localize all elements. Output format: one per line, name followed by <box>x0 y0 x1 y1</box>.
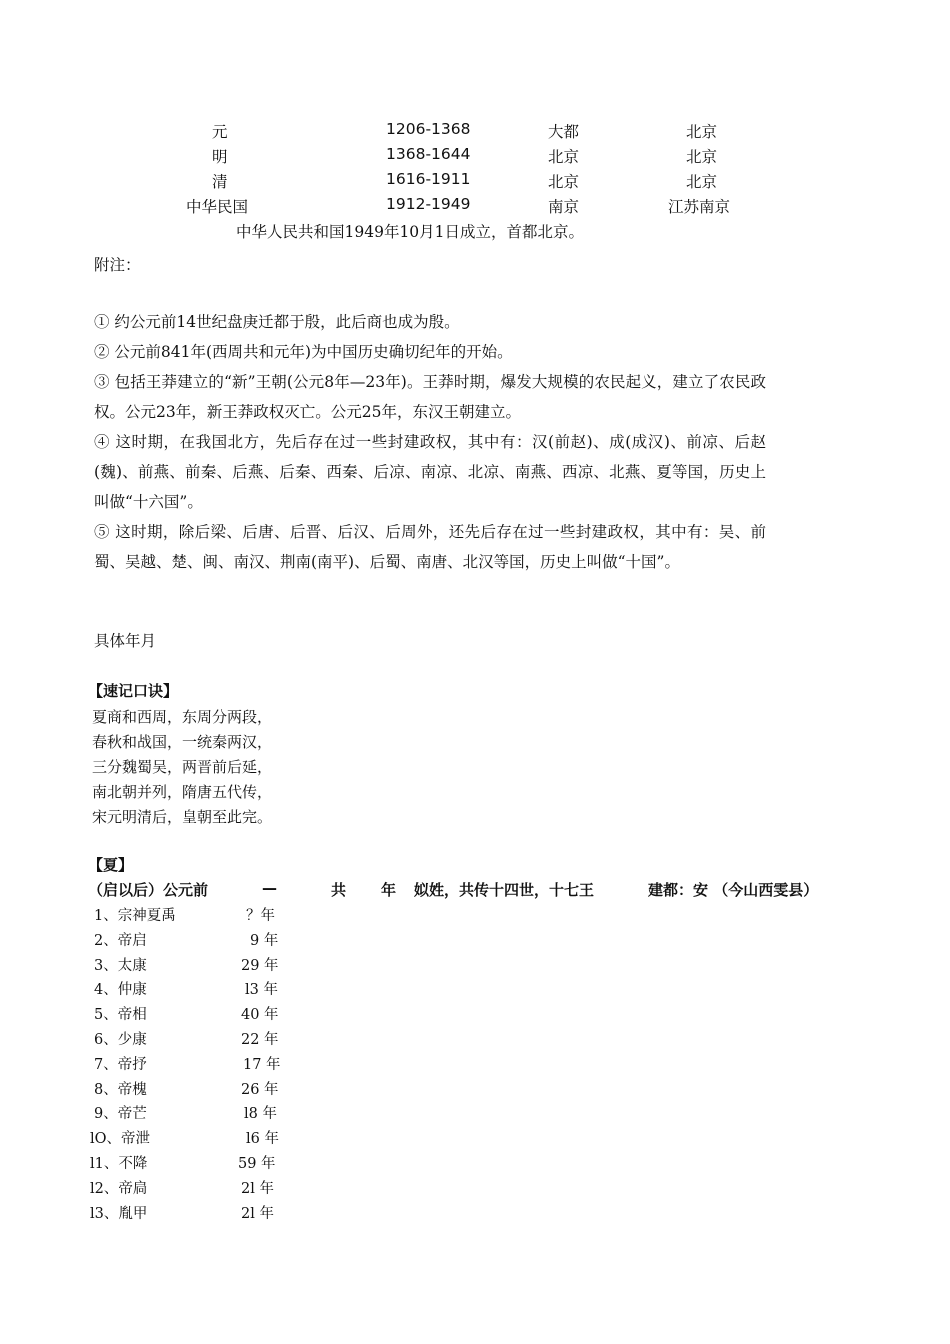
dynasty-modern-city: 江苏南京 <box>668 198 731 216</box>
king-reign: l6 年 <box>246 1131 279 1147</box>
dynasty-modern-city: 北京 <box>686 148 718 166</box>
dynasty-years: 1368-1644 <box>386 145 471 163</box>
dynasty-name: 中华民国 <box>186 198 249 216</box>
king-reign: l3 年 <box>245 982 278 998</box>
king-name: l1、不降 <box>90 1156 148 1172</box>
king-reign: 29 年 <box>241 958 279 974</box>
king-reign: 26 年 <box>241 1082 279 1098</box>
mnemonic-line: 南北朝并列，隋唐五代传， <box>92 783 273 801</box>
mnemonic-line: 宋元明清后，皇朝至此完。 <box>92 808 273 826</box>
mnemonic-line: 春秋和战国，一统秦两汉， <box>92 733 273 751</box>
dynasty-name: 明 <box>212 148 228 166</box>
king-reign: 22 年 <box>241 1032 279 1048</box>
king-reign: 2l 年 <box>241 1206 274 1222</box>
king-name: 9、帝芒 <box>94 1106 147 1122</box>
king-name: l2、帝扃 <box>90 1181 148 1197</box>
mnemonic-line: 三分魏蜀吴，两晋前后延， <box>92 758 273 776</box>
note-item: ⑤ 这时期，除后梁、后唐、后晋、后汉、后周外，还先后存在过一些封建政权，其中有：吴、前蜀、吴越、楚、闽、南汉、荆南(南平)、后蜀、南唐、北汉等国，历史上叫做“十国”。 <box>94 523 766 571</box>
xia-header-total: 共 <box>331 881 347 899</box>
dynasty-name: 清 <box>212 173 228 191</box>
king-name: 5、帝相 <box>94 1007 147 1023</box>
dynasty-capital: 大都 <box>548 123 580 141</box>
king-name: 4、仲康 <box>94 982 147 998</box>
note-item: ① 约公元前14世纪盘庚迁都于殷，此后商也成为殷。 <box>94 313 460 331</box>
king-name: 8、帝槐 <box>94 1082 147 1098</box>
king-name: 1、宗神夏禹 <box>94 908 176 924</box>
king-name: 3、太康 <box>94 958 147 974</box>
dynasty-capital: 北京 <box>548 148 580 166</box>
note-item: ④ 这时期，在我国北方，先后存在过一些封建政权，其中有：汉(前赵)、成(成汉)、前凉、后赵(魏)、前燕、前秦、后燕、后秦、西秦、后凉、南凉、北凉、南燕、西凉、北燕、夏等国，历史上叫做“十六国”。 <box>94 433 766 511</box>
dynasty-modern-city: 北京 <box>686 123 718 141</box>
king-reign: 40 年 <box>241 1007 279 1023</box>
king-name: 6、少康 <box>94 1032 147 1048</box>
mnemonic-line: 夏商和西周，东周分两段， <box>92 708 273 726</box>
king-reign: ？年 <box>246 908 275 924</box>
dynasty-years: 1206-1368 <box>386 120 471 138</box>
dynasty-years: 1912-1949 <box>386 195 471 213</box>
mnemonic-title: 【速记口诀】 <box>88 682 179 700</box>
note-item: ② 公元前841年(西周共和元年)为中国历史确切纪年的开始。 <box>94 343 513 361</box>
xia-header-dash: — <box>262 879 277 897</box>
king-reign: 9 年 <box>250 933 279 949</box>
section-title-specific-dates: 具体年月 <box>94 632 157 650</box>
dynasty-capital: 北京 <box>548 173 580 191</box>
xia-header-era: （启以后）公元前 <box>88 881 209 899</box>
king-name: l3、胤甲 <box>90 1206 148 1222</box>
dynasty-capital: 南京 <box>548 198 580 216</box>
xia-title: 【夏】 <box>88 856 134 874</box>
dynasty-modern-city: 北京 <box>686 173 718 191</box>
appendix-title: 附注： <box>94 256 141 274</box>
king-reign: l8 年 <box>244 1106 277 1122</box>
king-reign: 17 年 <box>243 1057 281 1073</box>
king-name: 7、帝抒 <box>94 1057 147 1073</box>
prc-note: 中华人民共和国1949年10月1日成立，首都北京。 <box>236 223 585 241</box>
note-item: ③ 包括王莽建立的“新”王朝(公元8年—23年)。王莽时期，爆发大规模的农民起义，建立了农民政权。公元23年，新王莽政权灭亡。公元25年，东汉王朝建立。 <box>94 373 766 421</box>
xia-header-year: 年 <box>381 881 397 899</box>
dynasty-name: 元 <box>212 123 228 141</box>
dynasty-years: 1616-1911 <box>386 170 471 188</box>
king-name: 2、帝启 <box>94 933 147 949</box>
king-name: lO、帝泄 <box>90 1131 151 1147</box>
king-reign: 59 年 <box>238 1156 276 1172</box>
xia-header-capital: 建都：安 （今山西雯县） <box>648 881 819 899</box>
xia-header-lineage: 姒姓，共传十四世，十七王 <box>414 881 595 899</box>
king-reign: 2l 年 <box>241 1181 274 1197</box>
